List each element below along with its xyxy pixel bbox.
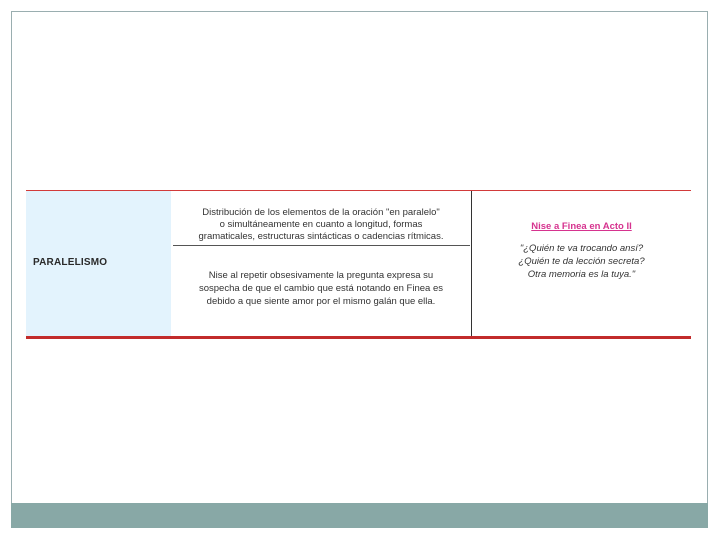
term-label: PARALELISMO [33, 257, 108, 268]
explanation-line: debido a que siente amor por el mismo galán que ella. [206, 296, 436, 307]
explanation-line [171, 282, 471, 295]
example-line: ¿Quién te da lección secreta? [518, 256, 645, 267]
term-cell [26, 191, 171, 336]
definition-line: Distribución de los elementos de la oración "en paralelo" [202, 207, 440, 218]
example-cell [472, 191, 691, 336]
definition-divider [173, 245, 470, 246]
explanation-line-text: sospecha de que el cambio que está notando en Finea es [198, 283, 443, 294]
example-line: Otra memoria es la tuya." [527, 269, 636, 280]
example-title: Nise a Finea en Acto II [531, 221, 632, 232]
example-quote [472, 242, 691, 281]
table-bottom-rule [26, 336, 691, 339]
definition-line: gramaticales, estructuras sintácticas o cadencias rítmicas. [198, 231, 444, 242]
definition-cell [171, 191, 471, 336]
example-line: "¿Quién te va trocando ansí? [519, 243, 644, 254]
footer-bar [11, 503, 708, 528]
definition-text [171, 207, 471, 243]
explanation-line: Nise al repetir obsesivamente la pregunta expresa su [208, 270, 434, 281]
definition-line: o simultáneamente en cuanto a longitud, formas [219, 219, 423, 230]
explanation-text [171, 269, 471, 308]
figure-table [26, 190, 691, 340]
